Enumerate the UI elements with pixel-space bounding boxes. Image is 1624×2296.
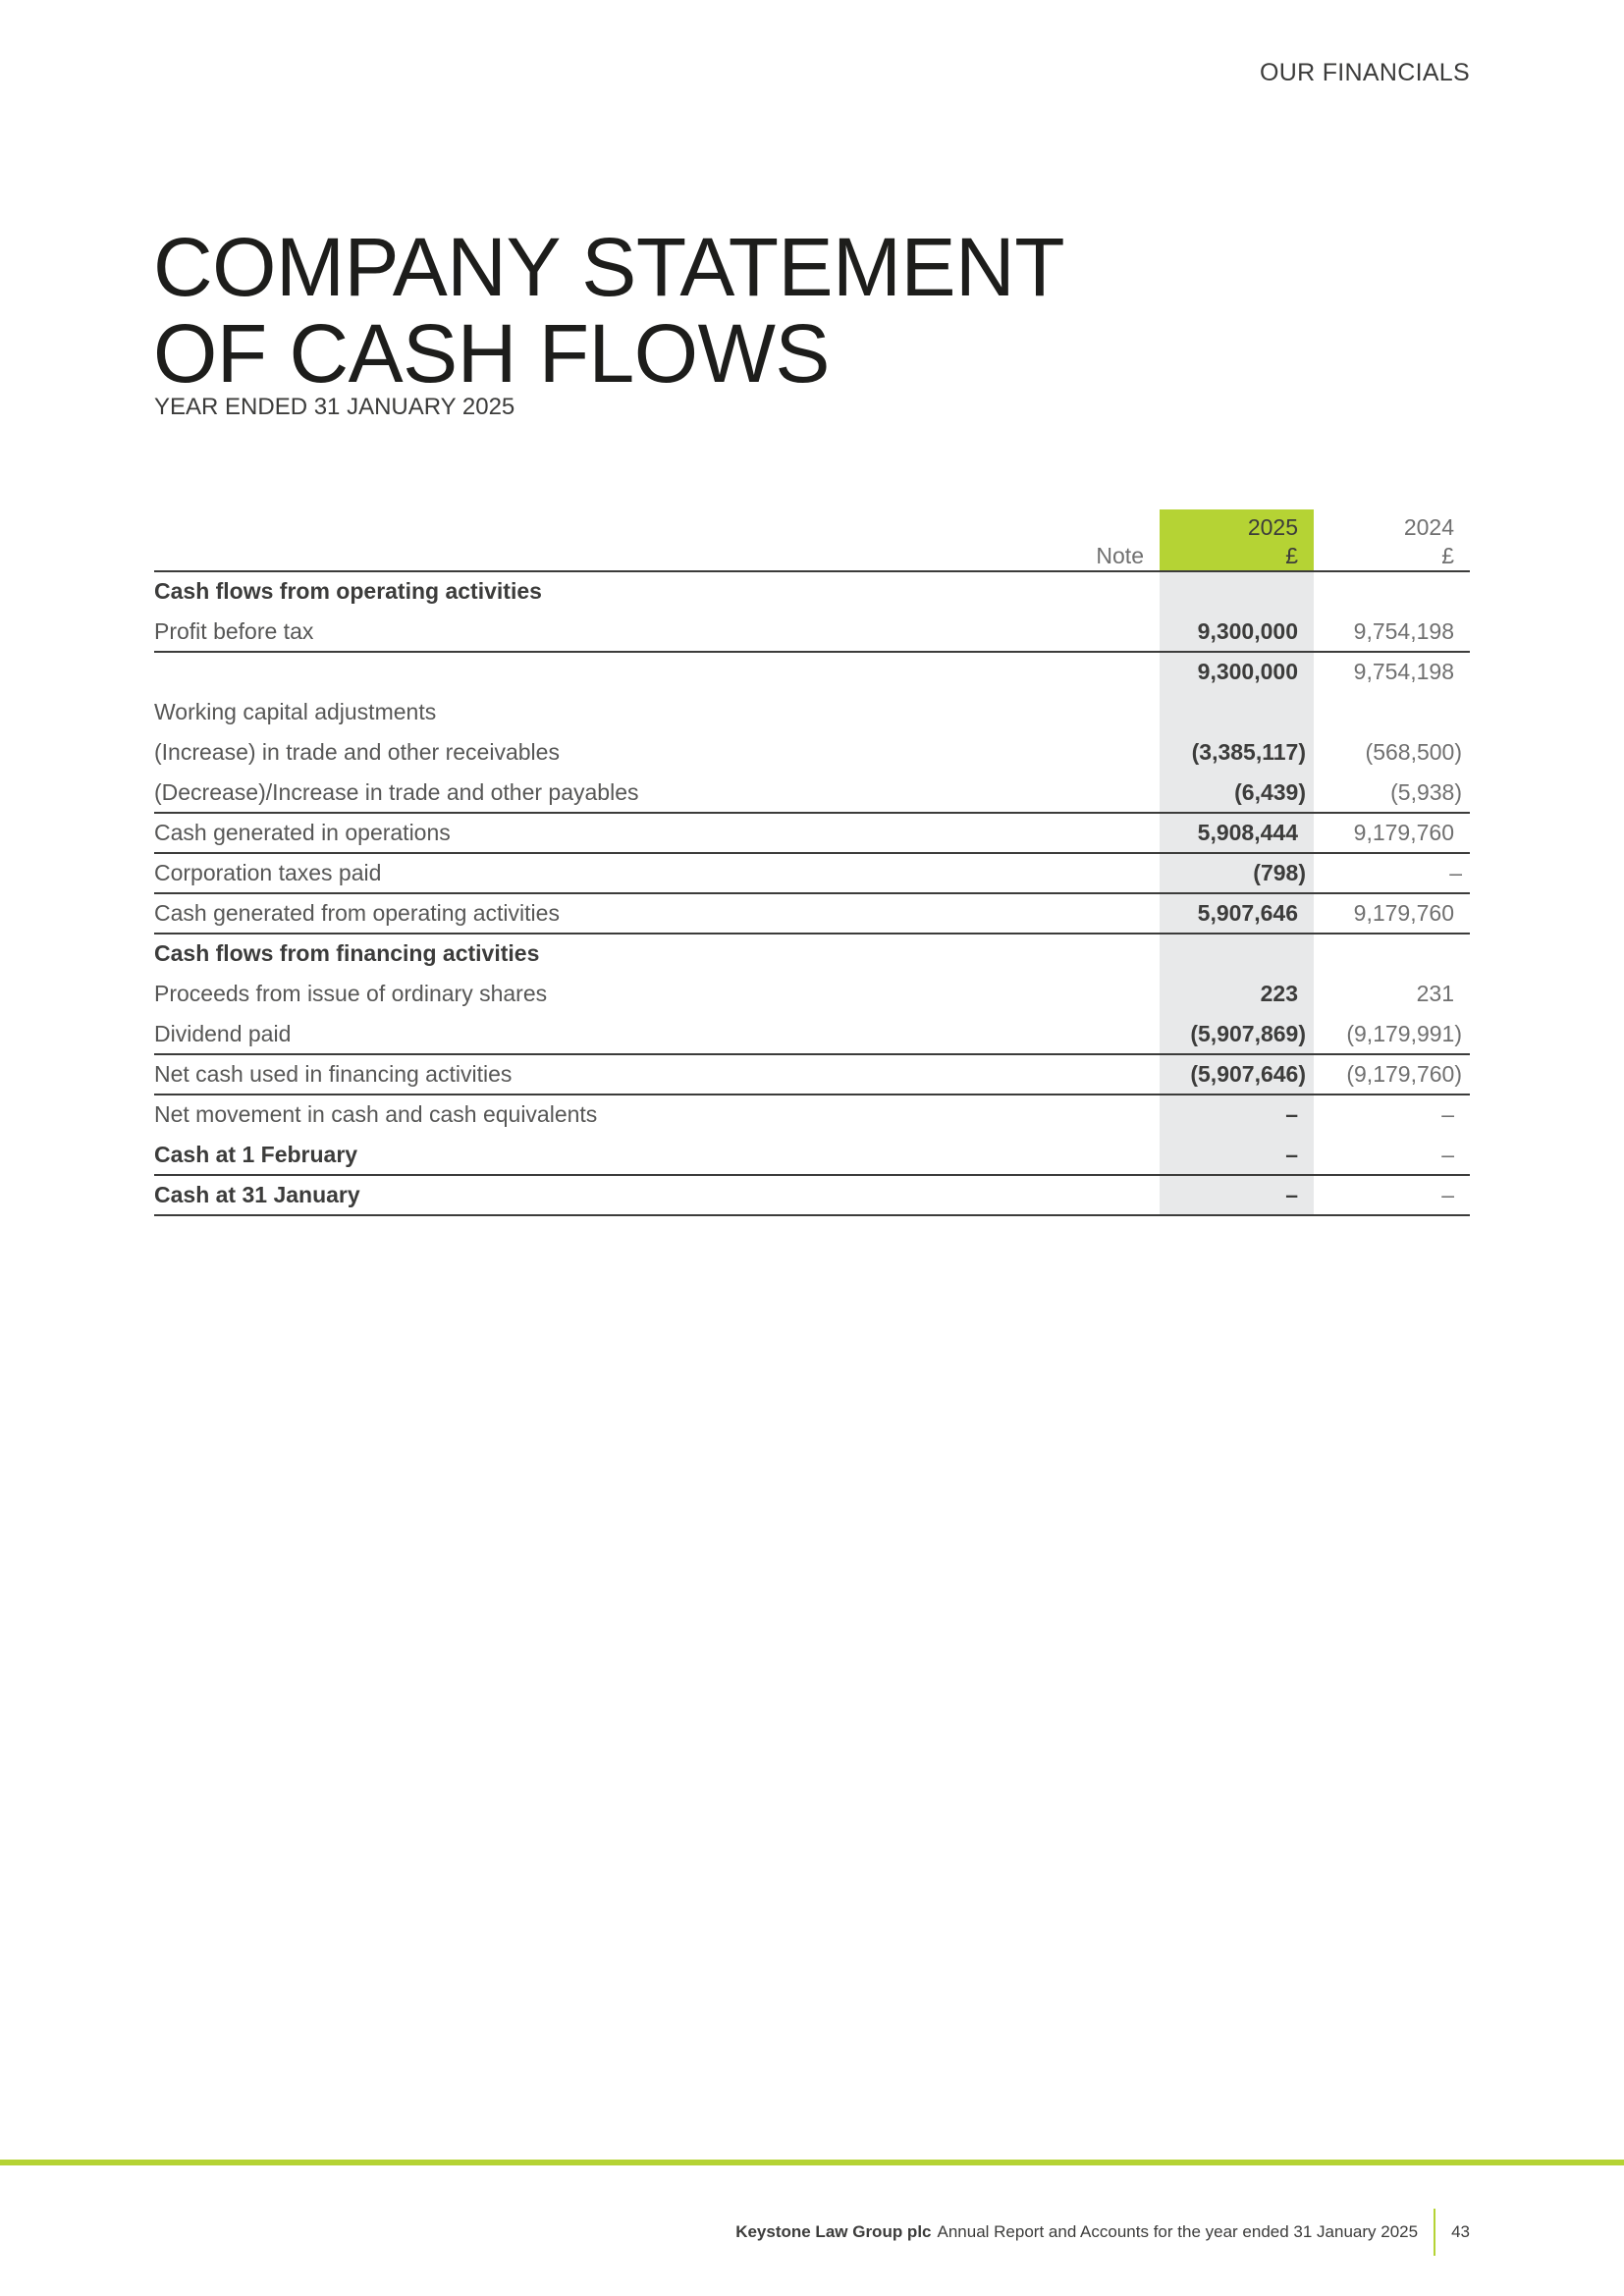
table-row (154, 692, 1470, 732)
prior-value: – (1441, 1101, 1454, 1127)
section-label: OUR FINANCIALS (1260, 59, 1470, 86)
page-number: 43 (1451, 2222, 1470, 2241)
current-value (1160, 692, 1314, 732)
table-row (154, 1095, 1470, 1135)
row-label: Cash at 1 February (154, 1135, 1160, 1175)
prior-value: (9,179,760) (1314, 1054, 1470, 1095)
row-label: Working capital adjustments (154, 699, 437, 724)
current-value: 5,908,444 (1160, 813, 1314, 853)
prior-value: – (1314, 1135, 1470, 1175)
footer-divider (1434, 2209, 1435, 2256)
page-title-line-1: COMPANY STATEMENT (153, 221, 1065, 313)
row-label: Profit before tax (154, 612, 1160, 652)
current-year-currency: £ (1285, 543, 1298, 568)
row-label: (Decrease)/Increase in trade and other payables (154, 773, 1160, 813)
prior-value (1314, 692, 1470, 732)
row-label: Net cash used in financing activities (154, 1054, 1160, 1095)
prior-value: 231 (1416, 981, 1454, 1006)
table-row (154, 571, 1470, 612)
table-row (154, 773, 1470, 813)
row-label: Cash flows from operating activities (154, 578, 542, 604)
current-value: 9,300,000 (1160, 612, 1314, 652)
prior-year-currency: £ (1441, 543, 1454, 568)
footer-accent-rule (0, 2160, 1624, 2165)
row-label: Dividend paid (154, 1014, 1160, 1054)
table-header-row (154, 509, 1470, 571)
current-value: – (1160, 1175, 1314, 1215)
table-row (154, 612, 1470, 652)
row-label: Corporation taxes paid (154, 853, 1160, 893)
table-row (154, 893, 1470, 934)
row-label: (Increase) in trade and other receivables (154, 739, 560, 765)
prior-year-header (1314, 509, 1470, 571)
prior-value: (9,179,991) (1314, 1014, 1470, 1054)
prior-value: – (1314, 1175, 1470, 1215)
cash-flow-table (154, 509, 1470, 1216)
current-value: (3,385,117) (1160, 732, 1314, 773)
page-title-line-2: OF CASH FLOWS (153, 307, 830, 400)
prior-value: 9,754,198 (1314, 612, 1470, 652)
row-label: Cash generated from operating activities (154, 893, 1160, 934)
prior-year-label: 2024 (1403, 514, 1454, 540)
current-value: (6,439) (1160, 773, 1314, 813)
table-row (154, 1054, 1470, 1095)
prior-value: 9,179,760 (1314, 813, 1470, 853)
prior-value: (568,500) (1365, 739, 1462, 765)
table-row (154, 1175, 1470, 1215)
table-row (154, 732, 1470, 773)
footer-report-title: Annual Report and Accounts for the year ended 31 January 2025 (937, 2222, 1419, 2241)
current-year-header (1160, 509, 1314, 571)
current-value: – (1160, 1135, 1314, 1175)
current-value: (798) (1160, 853, 1314, 893)
current-value: – (1160, 1095, 1314, 1135)
row-label: Net movement in cash and cash equivalents (154, 1101, 598, 1127)
current-value: (5,907,646) (1160, 1054, 1314, 1095)
note-header-label: Note (1096, 543, 1144, 568)
table-row (154, 853, 1470, 893)
page-title (153, 221, 1065, 400)
table-row (154, 1135, 1470, 1175)
current-value: 9,300,000 (1160, 652, 1314, 692)
row-label: Cash flows from financing activities (154, 940, 540, 966)
current-value: 223 (1160, 974, 1314, 1014)
prior-value (1314, 571, 1470, 612)
prior-value: 9,754,198 (1353, 659, 1454, 684)
page-subtitle: YEAR ENDED 31 JANUARY 2025 (154, 394, 515, 420)
note-header (154, 509, 1160, 571)
page-footer (735, 2209, 1470, 2256)
current-value: 5,907,646 (1160, 893, 1314, 934)
current-value (1160, 571, 1314, 612)
table-row (154, 813, 1470, 853)
table-row (154, 934, 1470, 974)
row-label: Cash at 31 January (154, 1175, 1160, 1215)
current-value (1160, 934, 1314, 974)
table-row (154, 1014, 1470, 1054)
table-row (154, 652, 1470, 692)
footer-company: Keystone Law Group plc (735, 2222, 932, 2241)
prior-value: – (1314, 853, 1470, 893)
prior-value: 9,179,760 (1314, 893, 1470, 934)
prior-value: (5,938) (1314, 773, 1470, 813)
table-row (154, 974, 1470, 1014)
current-value: (5,907,869) (1160, 1014, 1314, 1054)
prior-value (1314, 934, 1470, 974)
current-year-label: 2025 (1247, 514, 1298, 540)
row-label: Cash generated in operations (154, 813, 1160, 853)
row-label: Proceeds from issue of ordinary shares (154, 981, 548, 1006)
row-label (154, 652, 1160, 692)
